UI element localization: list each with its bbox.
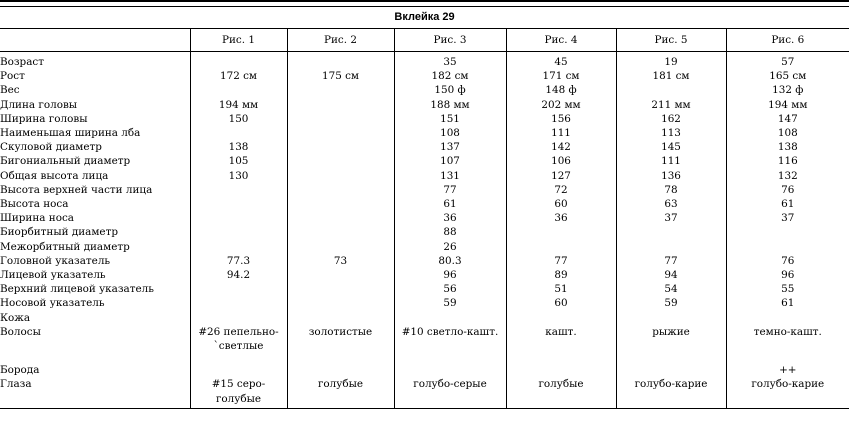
table-cell: 77 [506,254,616,268]
spacer-cell [506,353,616,363]
table-cell [287,52,394,70]
table-cell: #15 серо-голубые [190,377,287,408]
table-cell [190,296,287,310]
table-row [0,140,849,154]
measurements-table [0,6,849,409]
table-cell: 148 ф [506,83,616,97]
row-label: Носовой указатель [0,297,105,310]
eyes-row [0,377,849,408]
table-cell: 156 [506,112,616,126]
table-cell [287,197,394,211]
row-label: Высота носа [0,198,69,211]
table-cell: 132 ф [726,83,849,97]
table-cell: 147 [726,112,849,126]
table-row [0,225,849,239]
table-cell: 60 [506,197,616,211]
table-cell [287,211,394,225]
table-cell: голубые [506,377,616,408]
table-cell: 61 [726,197,849,211]
table-cell [394,311,506,325]
row-label: Лицевой указатель [0,269,106,282]
table-cell: 59 [616,296,726,310]
table-row [0,268,849,282]
table-cell [287,225,394,239]
table-cell [287,311,394,325]
table-cell [287,183,394,197]
table-cell: 182 см [394,69,506,83]
table-row [0,169,849,183]
table-cell [726,311,849,325]
table-cell: 36 [506,211,616,225]
row-label: Ширина головы [0,112,88,125]
table-cell: золотистые [287,325,394,353]
table-cell: 72 [506,183,616,197]
table-cell: ++ [726,363,849,377]
table-cell: 138 [726,140,849,154]
column-header-fig-3: Рис. 3 [394,29,506,52]
row-label: Длина головы [0,98,78,111]
row-label: Высота верхней части лица [0,183,153,196]
table-cell [190,52,287,70]
table-cell: 96 [726,268,849,282]
table-row [0,126,849,140]
table-cell: 127 [506,169,616,183]
table-cell [190,126,287,140]
table-cell: 130 [190,169,287,183]
spacer-cell [726,353,849,363]
table-cell [506,240,616,254]
table-cell: 136 [616,169,726,183]
row-label: Головной указатель [0,254,111,267]
table-cell [190,183,287,197]
column-header-fig-6: Рис. 6 [726,29,849,52]
table-cell [287,268,394,282]
spacer-row [0,353,849,363]
label-column-header [0,29,190,52]
table-cell [190,225,287,239]
table-cell: 131 [394,169,506,183]
table-row [0,282,849,296]
table-cell: 142 [506,140,616,154]
table-cell: 194 мм [190,98,287,112]
table-row [0,52,849,70]
table-cell: 61 [726,296,849,310]
row-label: Волосы [0,325,41,338]
table-cell: 26 [394,240,506,254]
table-cell [287,169,394,183]
table-cell: кашт. [506,325,616,353]
table-cell: 181 см [616,69,726,83]
table-cell [190,282,287,296]
table-cell: 59 [394,296,506,310]
table-cell: 54 [616,282,726,296]
column-header-fig-5: Рис. 5 [616,29,726,52]
title-row [0,7,849,29]
table-cell [190,83,287,97]
table-cell: 96 [394,268,506,282]
table-cell: 77.3 [190,254,287,268]
table-cell: 63 [616,197,726,211]
table-row [0,311,849,325]
table-cell: 94.2 [190,268,287,282]
table-cell [506,311,616,325]
table-cell: 194 мм [726,98,849,112]
table-cell [190,311,287,325]
table-cell: 113 [616,126,726,140]
table-cell: 137 [394,140,506,154]
table-cell [616,83,726,97]
table-cell [190,211,287,225]
table-cell [394,363,506,377]
spacer-cell [287,353,394,363]
table-cell: 80.3 [394,254,506,268]
table-cell: 165 см [726,69,849,83]
table-cell: рыжие [616,325,726,353]
table-cell: 116 [726,154,849,168]
table-cell [190,363,287,377]
hair-row [0,325,849,353]
table-cell: 145 [616,140,726,154]
table-cell [287,363,394,377]
table-cell: 105 [190,154,287,168]
table-cell [726,225,849,239]
table-title: Вклейка 29 [0,7,849,29]
table-cell: 107 [394,154,506,168]
row-label: Биорбитный диаметр [0,226,118,239]
row-label: Скуловой диаметр [0,141,102,154]
table-cell: 150 [190,112,287,126]
table-cell [616,363,726,377]
table-cell: 37 [616,211,726,225]
table-cell: 77 [394,183,506,197]
table-cell: 76 [726,254,849,268]
table-cell [506,363,616,377]
table-cell [287,98,394,112]
table-row [0,98,849,112]
spacer-cell [616,353,726,363]
table-cell: 56 [394,282,506,296]
table-cell [616,240,726,254]
table-cell [616,311,726,325]
table-cell: 138 [190,140,287,154]
table-cell [190,197,287,211]
table-cell [287,112,394,126]
table-cell: 88 [394,225,506,239]
table-row [0,211,849,225]
table-row [0,296,849,310]
table-cell: #26 пепельно-`светлые [190,325,287,353]
table-cell: голубые [287,377,394,408]
spacer-cell [190,353,287,363]
table-cell: 202 мм [506,98,616,112]
table-cell: 60 [506,296,616,310]
table-row [0,154,849,168]
table-row [0,240,849,254]
table-cell: 150 ф [394,83,506,97]
table-row [0,83,849,97]
table-cell: голубо-карие [616,377,726,408]
table-cell: голубо-карие [726,377,849,408]
table-cell: 162 [616,112,726,126]
row-label: Общая высота лица [0,169,109,182]
row-label: Ширина носа [0,212,74,225]
row-label: Верхний лицевой указатель [0,283,154,296]
table-row [0,254,849,268]
table-cell: 78 [616,183,726,197]
table-cell: 35 [394,52,506,70]
row-label: Возраст [0,56,44,68]
column-header-fig-2: Рис. 2 [287,29,394,52]
top-rule [0,0,849,2]
table-cell: темно-кашт. [726,325,849,353]
row-label: Рост [0,70,25,83]
row-label: Борода [0,364,40,377]
row-label: Кожа [0,311,31,324]
spacer-cell [0,353,190,363]
row-label: Межорбитный диаметр [0,240,130,253]
row-label: Глаза [0,377,190,408]
column-header-fig-1: Рис. 1 [190,29,287,52]
table-cell: 45 [506,52,616,70]
table-cell: 108 [726,126,849,140]
table-row [0,69,849,83]
table-cell: 36 [394,211,506,225]
table-cell [287,240,394,254]
table-cell: 132 [726,169,849,183]
table-row [0,183,849,197]
table-cell: голубо-серые [394,377,506,408]
table-cell: 188 мм [394,98,506,112]
table-cell [287,126,394,140]
table-cell: 94 [616,268,726,282]
table-cell [287,140,394,154]
column-header-fig-4: Рис. 4 [506,29,616,52]
table-cell [506,225,616,239]
table-cell: 37 [726,211,849,225]
table-cell: 51 [506,282,616,296]
table-cell [287,282,394,296]
table-cell: 89 [506,268,616,282]
table-cell: 211 мм [616,98,726,112]
table-cell: 171 см [506,69,616,83]
table-cell: 108 [394,126,506,140]
table-cell: 106 [506,154,616,168]
table-cell [190,240,287,254]
table-cell [287,296,394,310]
table-cell: 111 [506,126,616,140]
table-cell: 151 [394,112,506,126]
row-label: Вес [0,84,20,97]
table-cell [287,83,394,97]
table-row [0,197,849,211]
table-cell: 77 [616,254,726,268]
beard-row [0,363,849,377]
table-cell: 57 [726,52,849,70]
table-cell: 73 [287,254,394,268]
table-cell: 175 см [287,69,394,83]
table-cell [287,154,394,168]
table-cell: #10 светло-кашт. [394,325,506,353]
spacer-cell [394,353,506,363]
table-row [0,112,849,126]
table-cell: 111 [616,154,726,168]
header-row [0,29,849,52]
table-cell: 55 [726,282,849,296]
table-cell: 76 [726,183,849,197]
table-cell: 61 [394,197,506,211]
table-cell: 19 [616,52,726,70]
row-label: Бигониальный диаметр [0,155,131,168]
row-label: Наименьшая ширина лба [0,127,141,140]
table-cell [726,240,849,254]
table-cell: 172 см [190,69,287,83]
table-cell [616,225,726,239]
